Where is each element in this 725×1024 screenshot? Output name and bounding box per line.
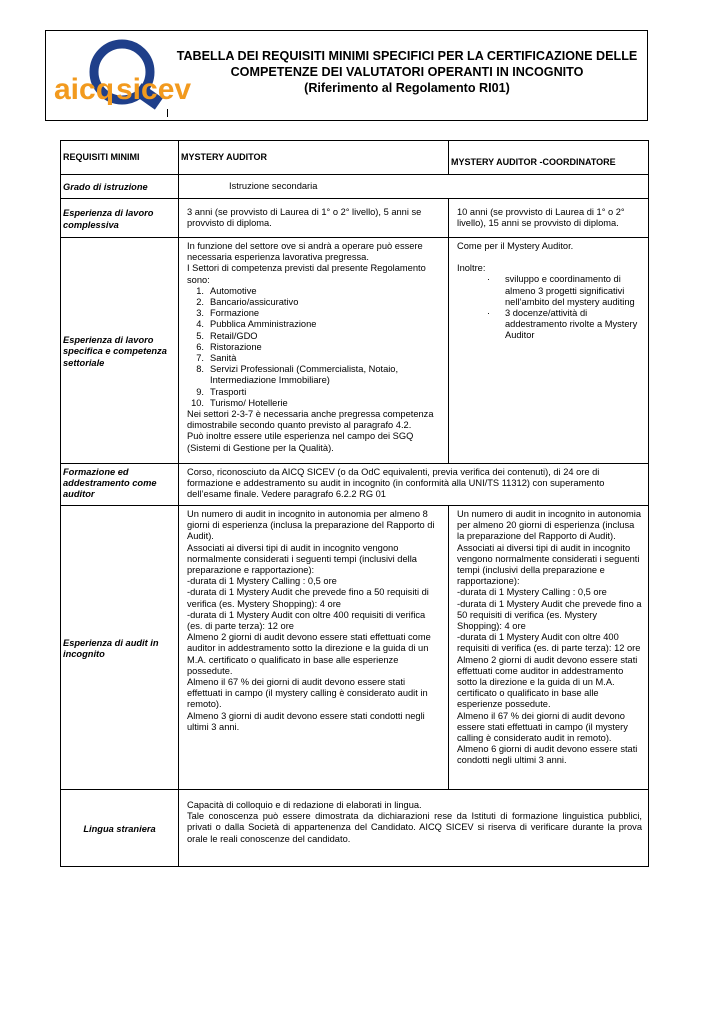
value-grado: Istruzione secondaria [179,175,649,199]
list-item: 9. Trasporti [196,386,247,397]
row-lingua-straniera [61,790,649,867]
audit-auditor-line: Un numero di audit in incognito in autonomia per almeno 8 giorni di esperienza (inclusa la preparazione del Rapporto di Audit). [187,509,435,542]
header-requisiti: REQUISITI MINIMI [61,141,179,175]
settoriale-note-2: Può inoltre essere utile esperienza nel campo dei SGQ (Sistemi di Gestione per la Qualità). [187,431,414,453]
list-item: 7. Sanità [196,353,237,364]
logo-graphic [50,37,192,115]
list-item: 4. Pubblica Amministrazione [196,319,317,330]
audit-auditor-line: Almeno il 67 % dei giorni di audit devono essere stati effettuati in campo (il mystery calling è considerato audit in remoto). [187,677,428,710]
list-item: 10. Turismo/ Hotellerie [191,397,288,408]
list-item: · sviluppo e coordinamento di almeno 3 progetti significativi nell’ambito del mystery auditing [487,274,635,307]
label-esperienza-lavoro: Esperienza di lavoro complessiva [61,199,179,238]
value-esperienza-auditor: 3 anni (se provvisto di Laurea di 1° o 2° livello), 5 anni se provvisto di diploma. [179,199,449,238]
settori-list [187,286,442,409]
settori-intro: I Settori di competenza previsti dal presente Regolamento sono: [187,263,426,285]
audit-coord-line: Almeno il 67 % dei giorni di audit devono essere stati effettuati in campo (il mystery calling è considerato audit in remoto). [457,710,628,744]
value-settoriale-coordinatore [449,238,649,464]
document-title [172,48,642,96]
table-header-row [61,141,649,175]
list-item: 1. Automotive [196,285,257,296]
audit-coord-line: Un numero di audit in incognito in autonomia per almeno 20 giorni di esperienza (inclusa la preparazione del Rapporto di Audit). [457,509,641,542]
row-formazione [61,464,649,506]
logo-text-right: sicev [116,73,192,106]
label-esperienza-settoriale: Esperienza di lavoro specifica e competenza settoriale [61,238,179,464]
label-formazione: Formazione ed addestramento come auditor [61,464,179,506]
title-line-1: TABELLA DEI REQUISITI MINIMI SPECIFICI PER LA CERTIFICAZIONE DELLE [176,49,638,63]
list-item: · 3 docenze/attività di addestramento rivolte a Mystery Auditor [487,308,638,341]
list-item: 8. Servizi Professionali (Commercialista, Notaio, Intermediazione Immobiliare) [196,364,399,386]
label-audit-incognito: Esperienza di audit in incognito [61,506,179,790]
value-esperienza-coordinatore: 10 anni (se provvisto di Laurea di 1° o 2° livello), 15 anni se provvisto di diploma. [449,199,649,238]
aicq-sicev-logo [50,37,192,115]
title-line-2: COMPETENZE DEI VALUTATORI OPERANTI IN INCOGNITO [230,65,584,79]
audit-coord-line: -durata di 1 Mystery Calling : 0,5 ore [457,587,607,598]
value-audit-auditor [179,506,449,790]
value-lingua [179,790,649,867]
value-settoriale-auditor [179,238,449,464]
audit-coord-line: -durata di 1 Mystery Audit che prevede fino a 50 requisiti di verifica (es. Mystery Shopping): 4 ore [457,598,642,632]
audit-coord-line: Almeno 2 giorni di audit devono essere stati effettuati come auditor in addestramento sotto la direzione e la guida di un M.A. certificato o qualificato in base alle esperienze possedute. [457,654,638,710]
value-formazione: Corso, riconosciuto da AICQ SICEV (o da OdC equivalenti, previa verifica dei contenuti), di 24 ore di formazione e addestramento su audit in incognito (in conformità alla UNI/TS 11312) con superamento dell’esame finale. Vedere paragrafo 6.2.2 RG 01 [179,464,649,506]
list-item: 3. Formazione [196,308,260,319]
document-header [45,30,648,121]
label-lingua: Lingua straniera [61,790,179,867]
audit-coord-line: -durata di 1 Mystery Audit con oltre 400 requisiti di verifica (es. di parte terza): 12 ore [457,632,641,654]
row-grado-istruzione [61,175,649,199]
coord-inoltre: Inoltre: [457,263,486,274]
lingua-line-2: Tale conoscenza può essere dimostrata da dichiarazioni rese da Istituti di formazione linguistica pubblici, privati o dalla Società di appartenenza del Candidato. AICQ SICEV si riserva di verificare durante la prova orale le reali conoscenze del candidato. [187,811,642,844]
list-item: 5. Retail/GDO [196,330,258,341]
coord-list [457,274,642,341]
list-item: 2. Bancario/assicurativo [196,297,299,308]
audit-auditor-line: -durata di 1 Mystery Calling : 0,5 ore [187,576,337,587]
audit-auditor-line: -durata di 1 Mystery Audit che prevede fino a 50 requisiti di verifica (es. Mystery Shopping): 4 ore [187,587,429,609]
title-line-3: (Riferimento al Regolamento RI01) [304,81,510,95]
settoriale-intro: In funzione del settore ove si andrà a operare può essere necessaria esperienza lavorativa pregressa. [187,241,423,263]
coord-intro: Come per il Mystery Auditor. [457,241,574,251]
list-item: 6. Ristorazione [196,341,262,352]
settoriale-note-1: Nei settori 2-3-7 è necessaria anche pregressa competenza dimostrabile secondo quanto previsto al paragrafo 4.2. [187,409,434,431]
audit-coord-line: Associati ai diversi tipi di audit in incognito vengono normalmente considerati i seguenti tempi (inclusivi della preparazione e rapportazione): [457,542,640,587]
header-coordinatore: MYSTERY AUDITOR -COORDINATORE [449,141,649,175]
logo-text-left: aicq [54,73,115,106]
lingua-line-1: Capacità di colloquio e di redazione di elaborati in lingua. [187,800,422,810]
value-audit-coordinatore [449,506,649,790]
audit-auditor-line: Almeno 3 giorni di audit devono essere stati condotti negli ultimi 3 anni. [187,710,425,732]
row-esperienza-settoriale [61,238,649,464]
audit-auditor-line: Almeno 2 giorni di audit devono essere stati effettuati come auditor in addestramento sotto la direzione e la guida di un M.A. certificato o qualificato in base alle esperienze possedute. [187,632,431,676]
header-mystery-auditor: MYSTERY AUDITOR [179,141,449,175]
row-audit-incognito [61,506,649,790]
label-grado: Grado di istruzione [61,175,179,199]
row-esperienza-lavoro [61,199,649,238]
logo-divider [167,109,168,117]
audit-auditor-line: Associati ai diversi tipi di audit in incognito vengono normalmente considerati i seguenti tempi (inclusivi della preparazione e rapportazione): [187,542,417,576]
audit-auditor-line: -durata di 1 Mystery Audit con oltre 400 requisiti di verifica (es. di parte terza): 12 ore [187,609,426,632]
audit-coord-line: Almeno 6 giorni di audit devono essere stati condotti negli ultimi 3 anni. [457,744,638,766]
requirements-table [60,140,649,867]
